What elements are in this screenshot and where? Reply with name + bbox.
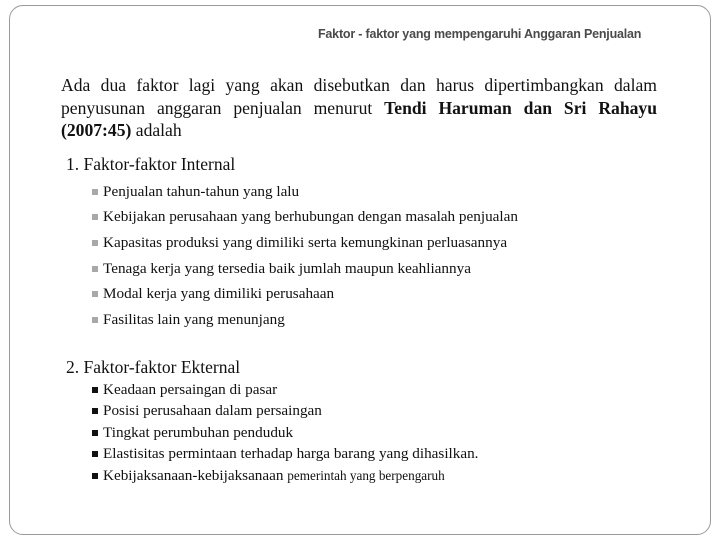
external-heading: 2. Faktor-faktor Ekternal — [66, 357, 241, 377]
square-bullet-icon — [92, 473, 98, 479]
square-bullet-icon — [92, 240, 98, 246]
list-item-text: Elastisitas permintaan terhadap harga barang yang dihasilkan. — [103, 445, 479, 463]
list-item-text: Tingkat perumbuhan penduduk — [103, 423, 294, 441]
list-item-text: Penjualan tahun-tahun yang lalu — [103, 182, 300, 200]
list-item — [92, 401, 478, 423]
square-bullet-icon — [92, 430, 98, 436]
list-item — [92, 205, 518, 231]
slide-title: Faktor - faktor yang mempengaruhi Anggaran Penjualan — [318, 27, 642, 41]
external-factor-list — [92, 379, 478, 487]
internal-factor-list — [92, 179, 518, 333]
list-item — [92, 179, 518, 205]
internal-heading: 1. Faktor-faktor Internal — [66, 154, 236, 174]
list-item — [92, 230, 518, 256]
square-bullet-icon — [92, 387, 98, 393]
square-bullet-icon — [92, 189, 98, 195]
square-bullet-icon — [92, 451, 98, 457]
list-item-text: Keadaan persaingan di pasar — [103, 380, 278, 398]
intro-paragraph — [61, 74, 657, 142]
list-item — [92, 379, 478, 401]
list-item-text: Posisi perusahaan dalam persaingan — [103, 402, 322, 420]
list-item — [92, 444, 478, 466]
list-item — [92, 256, 518, 282]
square-bullet-icon — [92, 317, 98, 323]
list-item-text: Tenaga kerja yang tersedia baik jumlah maupun keahliannya — [103, 259, 471, 277]
square-bullet-icon — [92, 214, 98, 220]
list-item-text: Kebijaksanaan-kebijaksanaan — [103, 466, 284, 484]
list-item-text: Fasilitas lain yang menunjang — [103, 310, 285, 328]
list-item-small-text: pemerintah yang berpengaruh — [287, 467, 445, 483]
intro-text-before: Ada dua faktor lagi yang akan disebutkan dan harus dipertimbangkan dalam penyusunan anggaran penjualan menurut — [61, 75, 657, 118]
square-bullet-icon — [92, 408, 98, 414]
square-bullet-icon — [92, 291, 98, 297]
list-item — [92, 465, 478, 487]
list-item — [92, 281, 518, 307]
list-item — [92, 307, 518, 333]
intro-authors: Tendi Haruman dan Sri Rahayu (2007:45) — [61, 97, 657, 140]
list-item-text: Kapasitas produksi yang dimiliki serta kemungkinan perluasannya — [103, 233, 508, 251]
intro-text-after: adalah — [131, 120, 182, 140]
square-bullet-icon — [92, 266, 98, 272]
list-item-text: Kebijakan perusahaan yang berhubungan dengan masalah penjualan — [103, 208, 518, 226]
list-item — [92, 422, 478, 444]
list-item-text: Modal kerja yang dimiliki perusahaan — [103, 285, 335, 303]
